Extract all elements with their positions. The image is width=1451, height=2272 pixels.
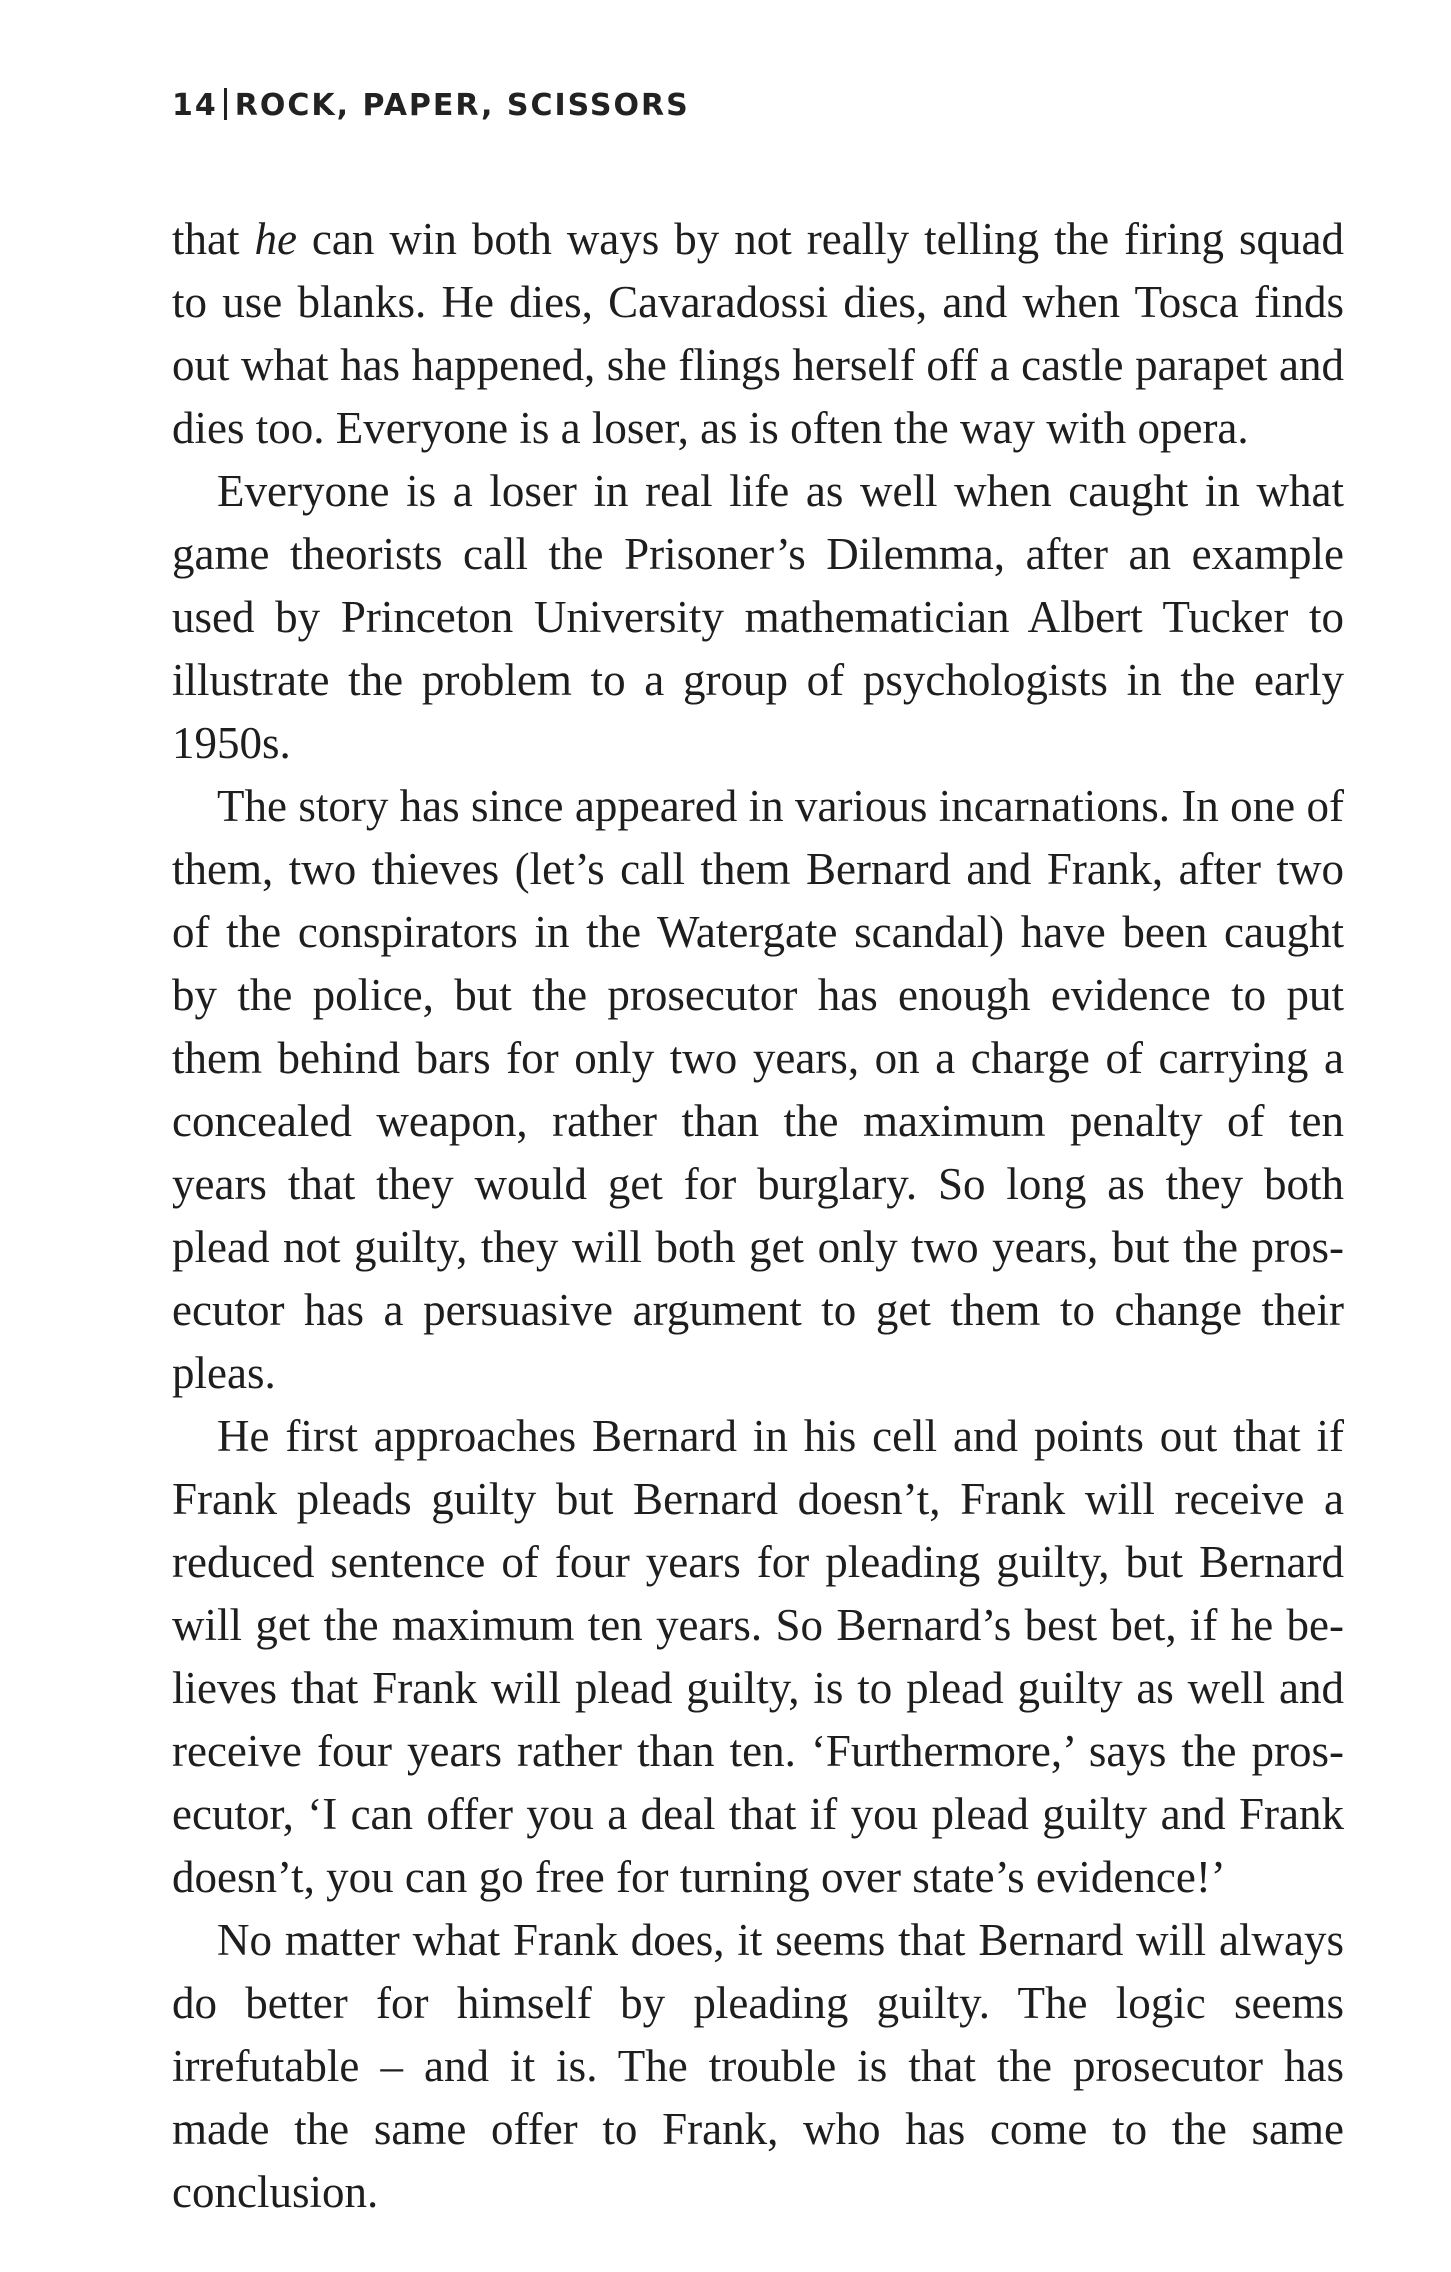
paragraph-5: No matter what Frank does, it seems that Bernard will always do better for himself by pleading guilty. The logic seems irrefutable – and it is. The trouble is that the prosecutor has made the same offer to Frank, who has come to the same conclusion.: [172, 1915, 1344, 2217]
running-head: [172, 88, 690, 123]
emphasis-he: he: [254, 214, 297, 264]
paragraph-2: Everyone is a loser in real life as well when caught in what game theorists call the Prisoner’s Dilemma, after an example used by Princeton University mathematician Albert Tucker to illustrate the problem to a group of psychologists in the early 1950s.: [172, 466, 1344, 768]
page-number: 14: [172, 88, 218, 123]
paragraph-1: that he can win both ways by not really telling the firing squad to use blanks. He dies, Cavaradossi dies, and when Tosca finds out what has happened, she flings herself off a castle parapet and dies too. Everyone is a loser, as is often the way with opera.: [172, 214, 1344, 453]
paragraph-3: The story has since appeared in various incarnations. In one of them, two thieves (let’s call them Bernard and Frank, after two of the conspirators in the Watergate scandal) have been caught by the police, but the prosecutor has enough evidence to put them behind bars for only two years, on a charge of carrying a concealed weapon, rather than the maximum penalty of ten years that they would get for burglary. So long as they both plead not guilty, they will both get only two years, but the prosecutor has a persuasive argument to get them to change their pleas.: [172, 781, 1344, 1398]
body-text: [172, 208, 1344, 2224]
running-head-title: ROCK, PAPER, SCISSORS: [234, 88, 690, 123]
running-head-divider: [224, 88, 227, 120]
paragraph-4: He first approaches Bernard in his cell and points out that if Frank pleads guilty but Bernard doesn’t, Frank will receive a reduced sentence of four years for pleading guilty, but Bernard will get the maximum ten years. So Bernard’s best bet, if he believes that Frank will plead guilty, is to plead guilty as well and receive four years rather than ten. ‘Furthermore,’ says the prosecutor, ‘I can offer you a deal that if you plead guilty and Frank doesn’t, you can go free for turning over state’s evidence!’: [172, 1411, 1344, 1902]
